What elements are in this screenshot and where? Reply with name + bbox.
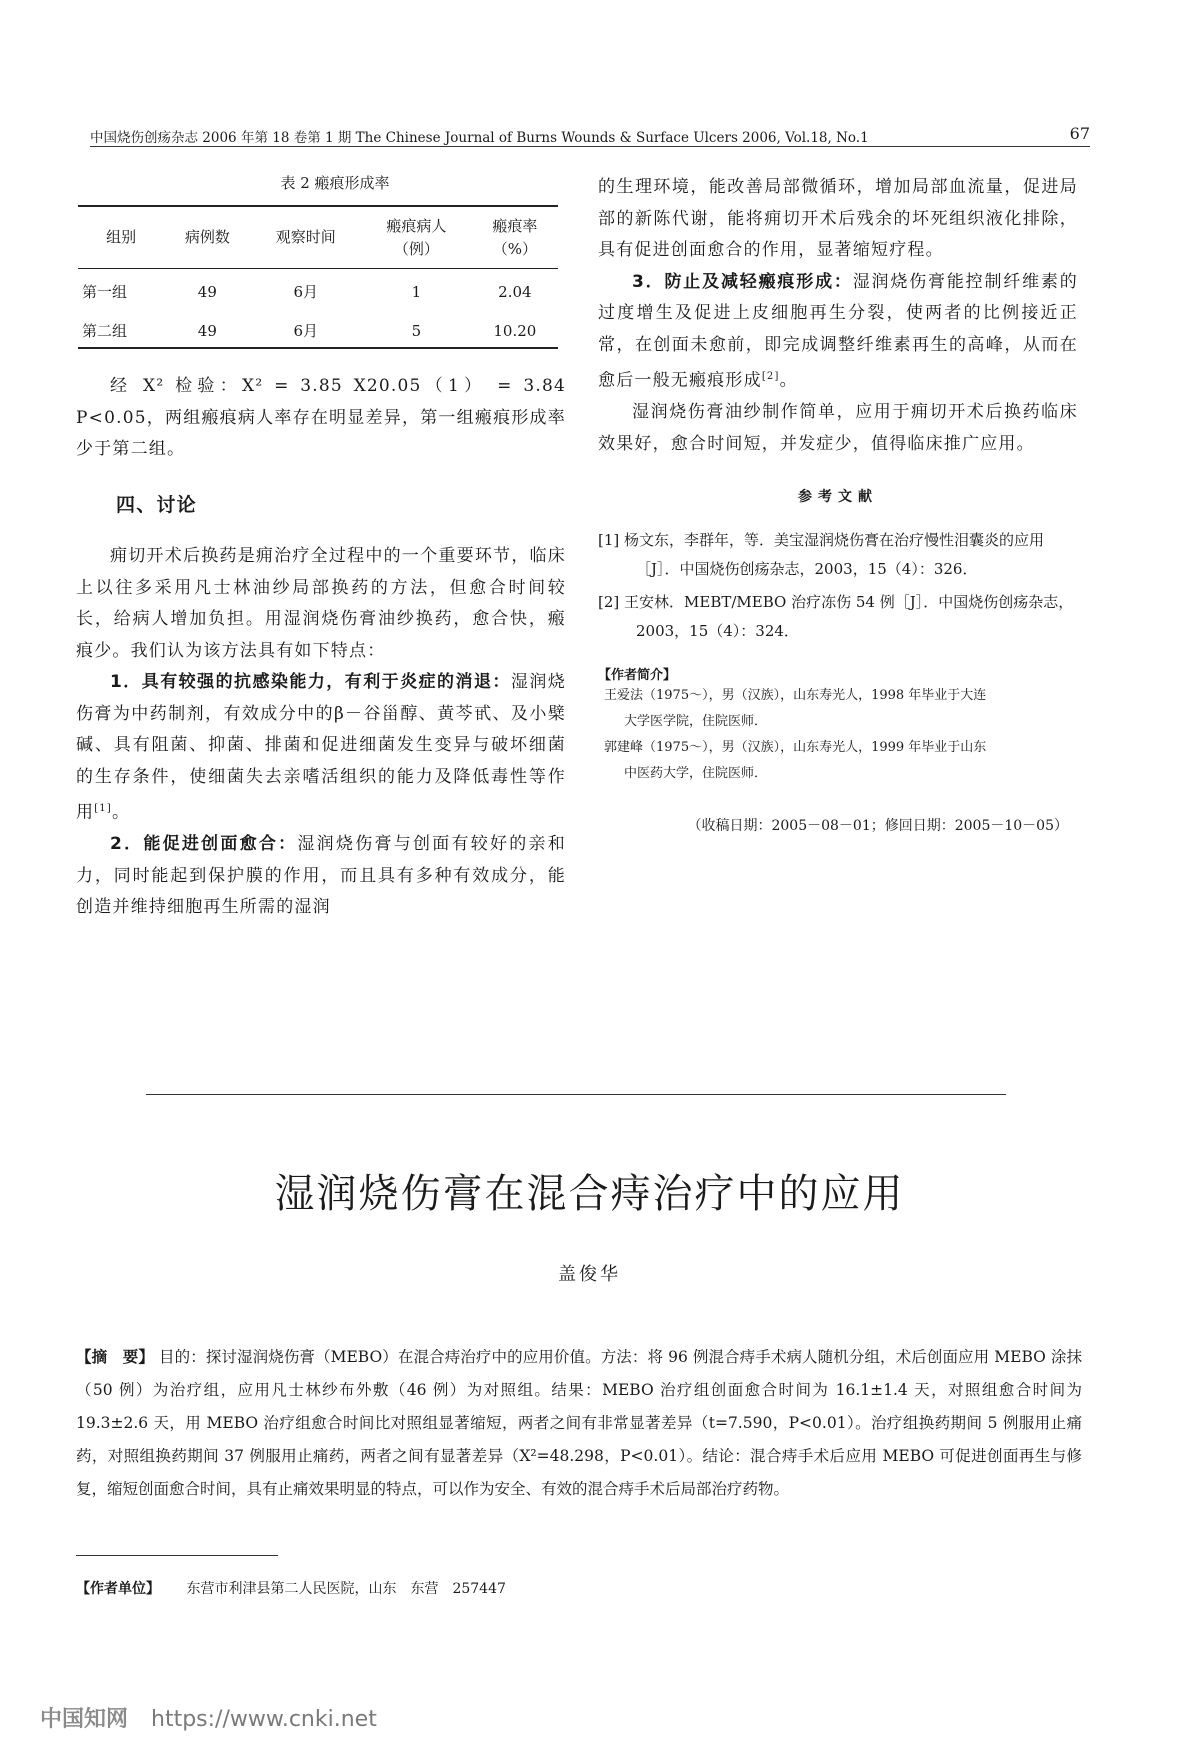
- point-2-text: 湿润烧伤膏与创面有较好的亲和力，同时能起到保护膜的作用，而且具有多种有效成分，能创造并维持细胞再生所需的湿润: [76, 834, 566, 918]
- article-separator: [146, 1094, 1006, 1095]
- table-cell: 6月: [293, 322, 319, 340]
- scar-rate-table: [78, 205, 558, 349]
- point-1-end: 。: [111, 802, 131, 823]
- discussion-paragraph: 痈切开术后换药是痈治疗全过程中的一个重要环节，临床上以往多采用凡士林油纱局部换药的方法，但愈合时间较长，给病人增加负担。用湿润烧伤膏油纱换药，愈合快，瘢痕少。我们认为该方法具有如下特点：: [76, 546, 566, 661]
- point-3-paragraph: [598, 267, 1078, 398]
- reference-list: [598, 526, 1078, 646]
- conclusion-paragraph: 湿润烧伤膏油纱制作简单，应用于痈切开术后换药临床效果好，愈合时间短，并发症少，值得临床推广应用。: [598, 402, 1078, 454]
- table-cell: 6月: [293, 283, 319, 301]
- left-column: [76, 172, 566, 924]
- article-title: 湿润烧伤膏在混合痔治疗中的应用: [274, 1171, 905, 1217]
- left-body: [76, 371, 566, 924]
- author-intro-heading: 【作者简介】: [598, 668, 677, 684]
- author-intro-line: 王爱法（1975～），男（汉族），山东寿光人，1998 年毕业于大连: [604, 688, 987, 704]
- affiliation-label: 【作者单位】: [76, 1581, 160, 1597]
- footnote-divider: [76, 1555, 278, 1556]
- table-cell: 第二组: [82, 322, 128, 340]
- point-1-text: 湿润烧伤膏为中药制剂，有效成分中的β－谷甾醇、黄芩甙、及小檗碱、具有阻菌、抑菌、排菌和促进细菌发生变异与破坏细菌的生存条件，使细菌失去亲嗜活组织的能力及降低毒性等作用: [76, 672, 566, 823]
- table-header-cell: 观察时间: [275, 228, 336, 247]
- table-header-cell: 病例数: [184, 228, 230, 247]
- author-intro-line: 中医药大学，住院医师．: [624, 766, 768, 782]
- affiliation-text: 东营市利津县第二人民医院，山东 东营 257447: [186, 1581, 506, 1597]
- table-cell: 10.20: [493, 321, 537, 340]
- table-caption: 表 2 瘢痕形成率: [280, 174, 390, 192]
- header-divider: [90, 146, 1090, 147]
- author-intro: [604, 683, 1078, 787]
- point-3-heading: 3．防止及减轻瘢痕形成：: [632, 271, 853, 292]
- article-author: 盖俊华: [558, 1264, 621, 1285]
- received-dates: （收稿日期：2005－08－01；修回日期：2005－10－05）: [687, 818, 1068, 835]
- table-header-cell: 瘢痕病人 （例）: [386, 217, 447, 258]
- stat-test-paragraph: 经 X² 检验：X² = 3.85 X20.05（1） = 3.84 P<0.05，两组瘢痕病人率存在明显差异，第一组瘢痕形成率少于第二组。: [76, 376, 566, 459]
- table-cell: 5: [411, 321, 422, 340]
- cnki-url: https://www.cnki.net: [151, 1707, 377, 1732]
- journal-header: 中国烧伤创疡杂志 2006 年第 18 卷第 1 期 The Chinese Journal of Burns Wounds & Surface Ulcers 2006, Vol.18, No.1: [90, 130, 869, 146]
- table-cell: 49: [197, 282, 217, 301]
- section-heading-discussion: 四、讨论: [116, 493, 197, 516]
- page-number: 67: [1069, 124, 1090, 143]
- cnki-logo: 中国知网: [40, 1707, 129, 1732]
- right-column: [598, 172, 1078, 835]
- table-cell: 49: [197, 321, 217, 340]
- point-1-paragraph: [76, 667, 566, 829]
- table-row: [78, 269, 558, 309]
- table-cell: 1: [411, 282, 422, 301]
- abstract-text: 目的：探讨湿润烧伤膏（MEBO）在混合痔治疗中的应用价值。方法：将 96 例混合痔手术病人随机分组，术后创面应用 MEBO 涂抹（50 例）为治疗组，应用凡士林纱布外敷（46 例）为对照组。结果：MEBO 治疗组创面愈合时间为 16.1±1.4 天，对照组愈合时间为 19.3±2.6 天，用 MEBO 治疗组愈合时间比对照组显著缩短，两者之间有非常显著差异（t=7.590，P<0.01）。治疗组换药期间 5 例服用止痛药，对照组换药期间 37 例服用止痛药，两者之间有显著差异（X²=48.298，P<0.01）。结论：混合痔手术后应用 MEBO 可促进创面再生与修复，缩短创面愈合时间，具有止痛效果明显的特点，可以作为安全、有效的混合痔手术后局部治疗药物。: [76, 1348, 1082, 1498]
- point-1-heading: 1．具有较强的抗感染能力，有利于炎症的消退：: [110, 672, 511, 692]
- citation-ref: [2]: [761, 371, 780, 382]
- reference-item: [2] 王安林．MEBT/MEBO 治疗冻伤 54 例［J］．中国烧伤创疡杂志，2003，15（4）：324．: [598, 593, 1074, 641]
- point-3-end: 。: [779, 370, 798, 391]
- affiliation: [76, 1578, 506, 1598]
- abstract-label: 【摘 要】: [76, 1347, 154, 1366]
- table-cell: 第一组: [82, 283, 128, 301]
- reference-item: [1] 杨文东，李群年，等．美宝湿润烧伤膏在治疗慢性泪囊炎的应用［J］．中国烧伤创疡杂志，2003，15（4）：326．: [598, 531, 1045, 579]
- point-3-text: 湿润烧伤膏能控制纤维素的过度增生及促进上皮细胞再生分裂，使两者的比例接近正常，在创面未愈前，即完成调整纤维素再生的高峰，从而在愈后一般无瘢痕形成: [598, 271, 1079, 391]
- table-header-cell: 瘢痕率 （%）: [492, 217, 538, 258]
- abstract: [76, 1340, 1082, 1506]
- table-row: [78, 308, 558, 348]
- references-heading: 参考文献: [798, 489, 878, 506]
- cnki-watermark: [40, 1702, 377, 1733]
- table-cell: 2.04: [498, 282, 532, 301]
- point-2-paragraph: [76, 829, 566, 924]
- right-body: [598, 172, 1078, 460]
- author-intro-line: 郭建峰（1975～），男（汉族），山东寿光人，1999 年毕业于山东: [604, 740, 987, 756]
- table-header-cell: 组别: [106, 228, 137, 247]
- continued-paragraph: 的生理环境，能改善局部微循环，增加局部血流量，促进局部的新陈代谢，能将痈切开术后残余的坏死组织液化排除，具有促进创面愈合的作用，显著缩短疗程。: [598, 177, 1078, 260]
- point-2-heading: 2．能促进创面愈合：: [110, 834, 298, 855]
- citation-ref: [1]: [94, 803, 112, 814]
- table-header-row: [78, 206, 558, 269]
- author-intro-line: 大学医学院，住院医师．: [624, 714, 768, 730]
